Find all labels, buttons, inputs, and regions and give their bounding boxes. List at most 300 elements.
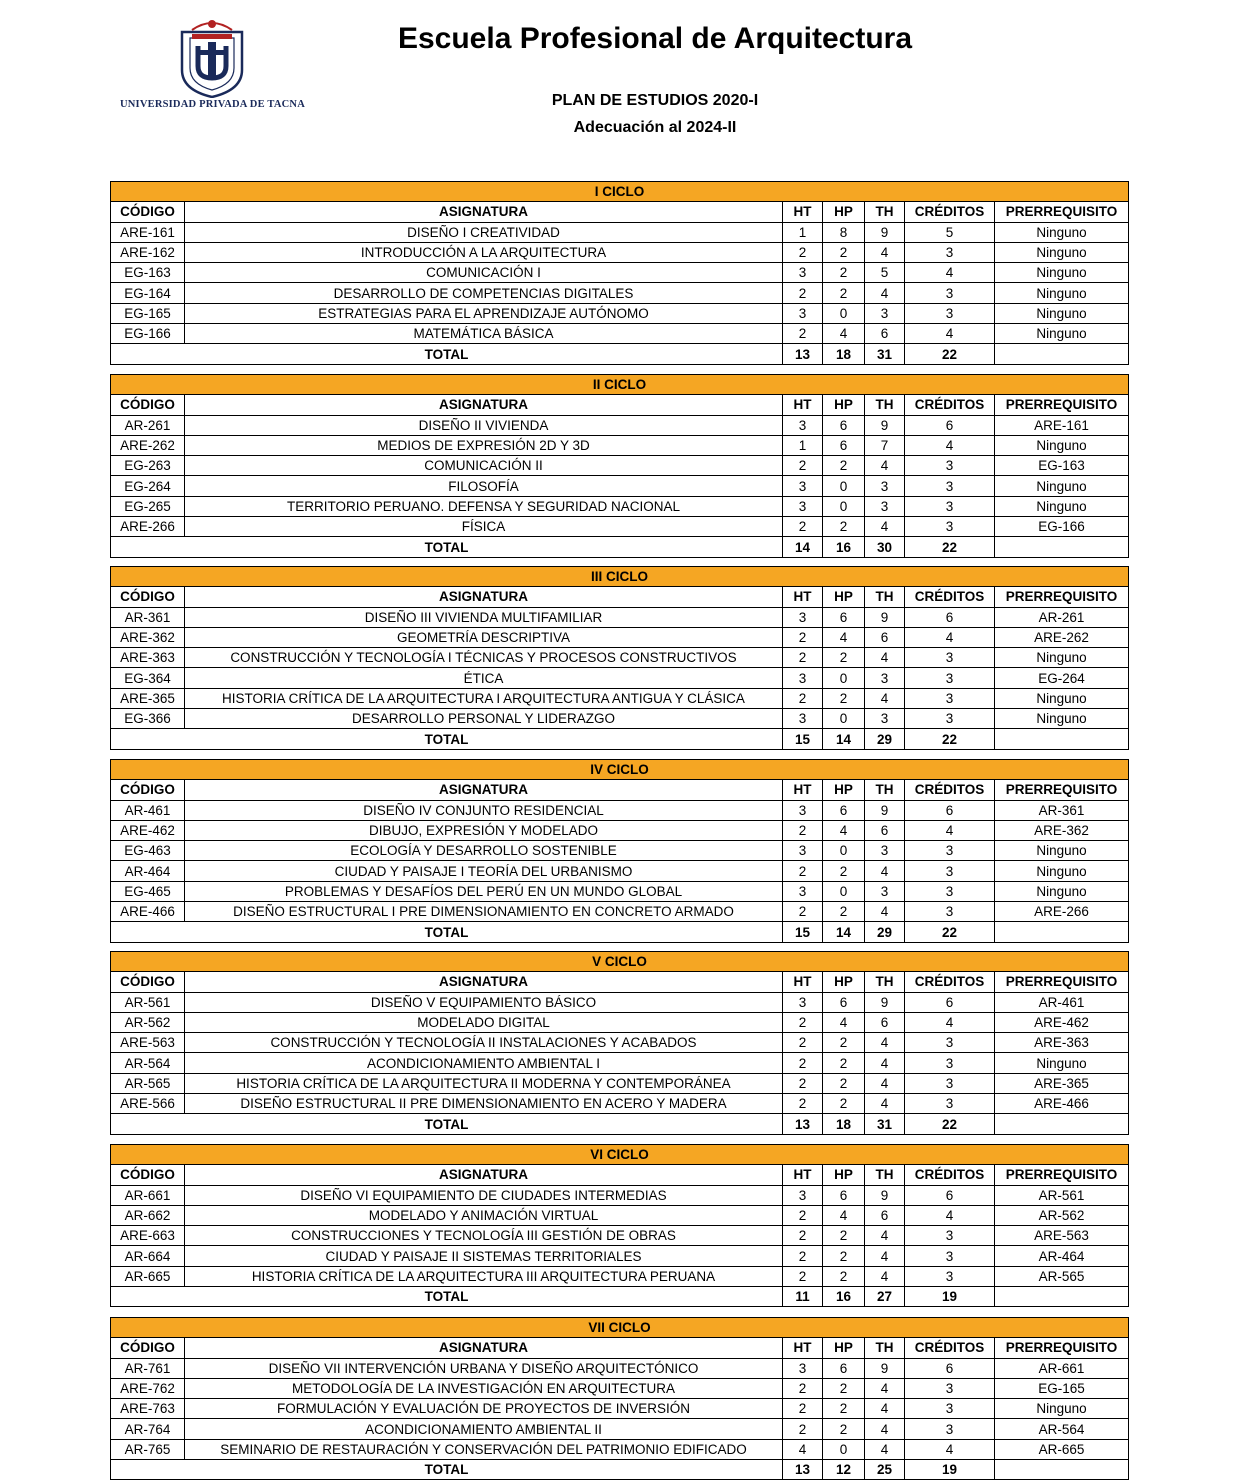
table-row <box>111 1399 1129 1419</box>
total-creditos: 19 <box>905 1287 995 1307</box>
cell-hp: 0 <box>823 709 865 729</box>
cell-hp: 2 <box>823 1246 865 1266</box>
cell-codigo: ARE-566 <box>111 1094 185 1114</box>
total-hp: 16 <box>823 1287 865 1307</box>
cell-codigo: AR-564 <box>111 1053 185 1073</box>
cell-ht: 3 <box>783 992 823 1012</box>
cell-hp: 2 <box>823 1399 865 1419</box>
cell-codigo: ARE-466 <box>111 902 185 922</box>
cell-asignatura: CIUDAD Y PAISAJE I TEORÍA DEL URBANISMO <box>185 861 783 881</box>
cell-ht: 2 <box>783 627 823 647</box>
cell-codigo: EG-366 <box>111 709 185 729</box>
cell-prerrequisito: AR-564 <box>995 1419 1129 1439</box>
table-row <box>111 1378 1129 1398</box>
cell-prerrequisito: Ninguno <box>995 496 1129 516</box>
cell-prerrequisito: Ninguno <box>995 263 1129 283</box>
total-th: 29 <box>865 729 905 749</box>
cell-asignatura: HISTORIA CRÍTICA DE LA ARQUITECTURA I ARQUITECTURA ANTIGUA Y CLÁSICA <box>185 688 783 708</box>
cell-creditos: 3 <box>905 861 995 881</box>
cell-asignatura: PROBLEMAS Y DESAFÍOS DEL PERÚ EN UN MUNDO GLOBAL <box>185 881 783 901</box>
cell-th: 4 <box>865 688 905 708</box>
cell-prerrequisito: Ninguno <box>995 1399 1129 1419</box>
table-row <box>111 1033 1129 1053</box>
cell-codigo: ARE-762 <box>111 1378 185 1398</box>
cell-asignatura: DISEÑO ESTRUCTURAL II PRE DIMENSIONAMIENTO EN ACERO Y MADERA <box>185 1094 783 1114</box>
total-row <box>111 344 1129 364</box>
cell-th: 3 <box>865 303 905 323</box>
cell-codigo: ARE-362 <box>111 627 185 647</box>
total-label: TOTAL <box>111 729 783 749</box>
table-row <box>111 1419 1129 1439</box>
cell-asignatura: DISEÑO VII INTERVENCIÓN URBANA Y DISEÑO ARQUITECTÓNICO <box>185 1358 783 1378</box>
ciclo-title: IV CICLO <box>111 760 1129 780</box>
table-row <box>111 668 1129 688</box>
cell-hp: 2 <box>823 517 865 537</box>
cell-th: 3 <box>865 709 905 729</box>
total-row <box>111 537 1129 557</box>
cell-ht: 3 <box>783 476 823 496</box>
table-row <box>111 1185 1129 1205</box>
ciclo-table <box>110 759 1129 943</box>
cell-th: 4 <box>865 902 905 922</box>
cell-th: 9 <box>865 1185 905 1205</box>
cell-ht: 3 <box>783 303 823 323</box>
cell-ht: 3 <box>783 709 823 729</box>
column-header-creditos: CRÉDITOS <box>905 780 995 800</box>
column-header-prerrequisito: PRERREQUISITO <box>995 395 1129 415</box>
cell-asignatura: CONSTRUCCIONES Y TECNOLOGÍA III GESTIÓN DE OBRAS <box>185 1226 783 1246</box>
cell-prerrequisito: ARE-462 <box>995 1012 1129 1032</box>
column-header-creditos: CRÉDITOS <box>905 202 995 222</box>
cell-codigo: EG-265 <box>111 496 185 516</box>
cell-prerrequisito: ARE-266 <box>995 902 1129 922</box>
cell-prerrequisito: Ninguno <box>995 861 1129 881</box>
table-row <box>111 456 1129 476</box>
cell-codigo: AR-561 <box>111 992 185 1012</box>
table-row <box>111 1053 1129 1073</box>
table-row <box>111 1073 1129 1093</box>
cell-codigo: EG-164 <box>111 283 185 303</box>
cell-codigo: AR-662 <box>111 1205 185 1225</box>
cell-asignatura: MATEMÁTICA BÁSICA <box>185 324 783 344</box>
column-header-th: TH <box>865 972 905 992</box>
cell-hp: 4 <box>823 820 865 840</box>
cell-codigo: ARE-563 <box>111 1033 185 1053</box>
total-creditos: 22 <box>905 729 995 749</box>
cell-asignatura: MODELADO Y ANIMACIÓN VIRTUAL <box>185 1205 783 1225</box>
column-header-prerrequisito: PRERREQUISITO <box>995 587 1129 607</box>
cell-th: 4 <box>865 1419 905 1439</box>
university-name: UNIVERSIDAD PRIVADA DE TACNA <box>119 99 305 110</box>
table-row <box>111 476 1129 496</box>
cell-creditos: 3 <box>905 496 995 516</box>
cell-ht: 3 <box>783 607 823 627</box>
cell-codigo: ARE-663 <box>111 1226 185 1246</box>
table-row <box>111 841 1129 861</box>
cell-asignatura: MODELADO DIGITAL <box>185 1012 783 1032</box>
total-th: 30 <box>865 537 905 557</box>
column-header-hp: HP <box>823 202 865 222</box>
cell-prerrequisito: ARE-365 <box>995 1073 1129 1093</box>
cell-th: 3 <box>865 841 905 861</box>
cell-prerrequisito: AR-461 <box>995 992 1129 1012</box>
cell-codigo: EG-264 <box>111 476 185 496</box>
cell-ht: 2 <box>783 1205 823 1225</box>
table-row <box>111 263 1129 283</box>
cell-ht: 3 <box>783 496 823 516</box>
table-row <box>111 800 1129 820</box>
cell-asignatura: DIBUJO, EXPRESIÓN Y MODELADO <box>185 820 783 840</box>
cell-th: 4 <box>865 242 905 262</box>
cell-prerrequisito: Ninguno <box>995 841 1129 861</box>
cell-prerrequisito: Ninguno <box>995 709 1129 729</box>
cell-prerrequisito: Ninguno <box>995 688 1129 708</box>
cell-codigo: AR-764 <box>111 1419 185 1439</box>
cell-codigo: ARE-363 <box>111 648 185 668</box>
cell-ht: 3 <box>783 263 823 283</box>
ciclo-title: V CICLO <box>111 952 1129 972</box>
table-row <box>111 324 1129 344</box>
total-label: TOTAL <box>111 1460 783 1480</box>
header-row <box>111 395 1129 415</box>
ciclo-title: VI CICLO <box>111 1145 1129 1165</box>
table-row <box>111 902 1129 922</box>
cell-creditos: 6 <box>905 607 995 627</box>
cell-prerrequisito: ARE-262 <box>995 627 1129 647</box>
cell-asignatura: COMUNICACIÓN I <box>185 263 783 283</box>
cell-codigo: EG-465 <box>111 881 185 901</box>
cell-ht: 4 <box>783 1439 823 1459</box>
table-row <box>111 861 1129 881</box>
total-hp: 18 <box>823 344 865 364</box>
cell-creditos: 4 <box>905 627 995 647</box>
cell-ht: 2 <box>783 1266 823 1286</box>
column-header-prerrequisito: PRERREQUISITO <box>995 780 1129 800</box>
cell-prerrequisito: ARE-466 <box>995 1094 1129 1114</box>
cell-asignatura: DISEÑO V EQUIPAMIENTO BÁSICO <box>185 992 783 1012</box>
cell-creditos: 3 <box>905 881 995 901</box>
cell-creditos: 4 <box>905 1439 995 1459</box>
cell-th: 4 <box>865 1266 905 1286</box>
cell-asignatura: FILOSOFÍA <box>185 476 783 496</box>
table-row <box>111 1094 1129 1114</box>
cell-th: 6 <box>865 820 905 840</box>
table-row <box>111 992 1129 1012</box>
table-row <box>111 648 1129 668</box>
cell-codigo: ARE-462 <box>111 820 185 840</box>
cell-prerrequisito: AR-261 <box>995 607 1129 627</box>
cell-codigo: ARE-161 <box>111 222 185 242</box>
total-empty-cell <box>995 729 1129 749</box>
cell-prerrequisito: ARE-161 <box>995 415 1129 435</box>
table-row <box>111 435 1129 455</box>
cell-ht: 3 <box>783 800 823 820</box>
cell-hp: 2 <box>823 861 865 881</box>
cell-th: 4 <box>865 1053 905 1073</box>
ciclo-title: III CICLO <box>111 567 1129 587</box>
cell-th: 3 <box>865 881 905 901</box>
ciclo-title: VII CICLO <box>111 1318 1129 1338</box>
column-header-prerrequisito: PRERREQUISITO <box>995 972 1129 992</box>
column-header-codigo: CÓDIGO <box>111 1165 185 1185</box>
cell-asignatura: ECOLOGÍA Y DESARROLLO SOSTENIBLE <box>185 841 783 861</box>
cell-creditos: 3 <box>905 688 995 708</box>
cell-ht: 2 <box>783 1094 823 1114</box>
university-crest-icon <box>178 18 246 98</box>
cell-prerrequisito: Ninguno <box>995 1053 1129 1073</box>
cell-creditos: 3 <box>905 1073 995 1093</box>
total-ht: 13 <box>783 344 823 364</box>
cell-codigo: AR-664 <box>111 1246 185 1266</box>
ciclo-table <box>110 1317 1129 1480</box>
cell-prerrequisito: ARE-362 <box>995 820 1129 840</box>
total-hp: 12 <box>823 1460 865 1480</box>
cell-asignatura: FÍSICA <box>185 517 783 537</box>
cell-hp: 2 <box>823 1073 865 1093</box>
cell-creditos: 3 <box>905 709 995 729</box>
column-header-hp: HP <box>823 780 865 800</box>
cell-hp: 4 <box>823 1205 865 1225</box>
table-row <box>111 1226 1129 1246</box>
cell-th: 4 <box>865 283 905 303</box>
column-header-th: TH <box>865 1165 905 1185</box>
total-empty-cell <box>995 344 1129 364</box>
table-row <box>111 1246 1129 1266</box>
cell-creditos: 6 <box>905 800 995 820</box>
cell-creditos: 4 <box>905 324 995 344</box>
cell-creditos: 4 <box>905 1012 995 1032</box>
cell-creditos: 3 <box>905 841 995 861</box>
total-th: 29 <box>865 922 905 942</box>
ciclo-table <box>110 374 1129 558</box>
cell-ht: 3 <box>783 1358 823 1378</box>
table-row <box>111 1012 1129 1032</box>
cell-creditos: 3 <box>905 668 995 688</box>
cell-asignatura: ESTRATEGIAS PARA EL APRENDIZAJE AUTÓNOMO <box>185 303 783 323</box>
cell-hp: 2 <box>823 1266 865 1286</box>
cell-ht: 3 <box>783 1185 823 1205</box>
cell-th: 4 <box>865 1399 905 1419</box>
column-header-asignatura: ASIGNATURA <box>185 202 783 222</box>
cell-th: 3 <box>865 476 905 496</box>
cell-codigo: AR-261 <box>111 415 185 435</box>
cell-ht: 3 <box>783 668 823 688</box>
cell-th: 6 <box>865 1012 905 1032</box>
cell-prerrequisito: Ninguno <box>995 881 1129 901</box>
column-header-creditos: CRÉDITOS <box>905 587 995 607</box>
cell-asignatura: TERRITORIO PERUANO. DEFENSA Y SEGURIDAD NACIONAL <box>185 496 783 516</box>
cell-ht: 2 <box>783 1378 823 1398</box>
ciclo-table <box>110 951 1129 1135</box>
cell-th: 4 <box>865 861 905 881</box>
cell-creditos: 6 <box>905 1358 995 1378</box>
cell-prerrequisito: AR-361 <box>995 800 1129 820</box>
total-hp: 14 <box>823 922 865 942</box>
total-label: TOTAL <box>111 1287 783 1307</box>
table-row <box>111 820 1129 840</box>
total-ht: 15 <box>783 729 823 749</box>
page-title: Escuela Profesional de Arquitectura <box>397 22 913 55</box>
cell-prerrequisito: AR-561 <box>995 1185 1129 1205</box>
cell-prerrequisito: ARE-563 <box>995 1226 1129 1246</box>
cell-hp: 6 <box>823 800 865 820</box>
column-header-codigo: CÓDIGO <box>111 1338 185 1358</box>
cell-th: 4 <box>865 1378 905 1398</box>
cell-hp: 2 <box>823 263 865 283</box>
cell-asignatura: MEDIOS DE EXPRESIÓN 2D Y 3D <box>185 435 783 455</box>
cell-ht: 2 <box>783 1226 823 1246</box>
column-header-hp: HP <box>823 972 865 992</box>
cell-creditos: 3 <box>905 902 995 922</box>
cell-th: 9 <box>865 222 905 242</box>
cell-codigo: EG-263 <box>111 456 185 476</box>
ciclo-title: II CICLO <box>111 375 1129 395</box>
table-row <box>111 415 1129 435</box>
cell-hp: 2 <box>823 1094 865 1114</box>
table-row <box>111 517 1129 537</box>
cell-prerrequisito: EG-165 <box>995 1378 1129 1398</box>
cell-hp: 6 <box>823 992 865 1012</box>
column-header-hp: HP <box>823 1165 865 1185</box>
cell-th: 3 <box>865 668 905 688</box>
column-header-asignatura: ASIGNATURA <box>185 587 783 607</box>
total-ht: 13 <box>783 1460 823 1480</box>
cell-hp: 4 <box>823 1012 865 1032</box>
cell-hp: 6 <box>823 1358 865 1378</box>
total-row <box>111 922 1129 942</box>
cell-ht: 2 <box>783 1073 823 1093</box>
cell-th: 4 <box>865 648 905 668</box>
total-creditos: 19 <box>905 1460 995 1480</box>
cell-th: 9 <box>865 992 905 1012</box>
cell-ht: 3 <box>783 881 823 901</box>
cell-asignatura: COMUNICACIÓN II <box>185 456 783 476</box>
total-creditos: 22 <box>905 922 995 942</box>
column-header-creditos: CRÉDITOS <box>905 395 995 415</box>
cell-hp: 2 <box>823 1033 865 1053</box>
total-empty-cell <box>995 1460 1129 1480</box>
cell-hp: 6 <box>823 415 865 435</box>
column-header-prerrequisito: PRERREQUISITO <box>995 202 1129 222</box>
cell-hp: 0 <box>823 881 865 901</box>
cell-ht: 3 <box>783 415 823 435</box>
cell-hp: 0 <box>823 1439 865 1459</box>
cell-codigo: ARE-365 <box>111 688 185 708</box>
total-hp: 14 <box>823 729 865 749</box>
total-empty-cell <box>995 922 1129 942</box>
total-creditos: 22 <box>905 537 995 557</box>
table-row <box>111 222 1129 242</box>
column-header-codigo: CÓDIGO <box>111 780 185 800</box>
column-header-th: TH <box>865 202 905 222</box>
total-th: 31 <box>865 344 905 364</box>
cell-creditos: 5 <box>905 222 995 242</box>
cell-hp: 0 <box>823 476 865 496</box>
cell-codigo: AR-361 <box>111 607 185 627</box>
cell-prerrequisito: Ninguno <box>995 283 1129 303</box>
table-row <box>111 1266 1129 1286</box>
cell-prerrequisito: EG-264 <box>995 668 1129 688</box>
cell-ht: 2 <box>783 688 823 708</box>
cell-prerrequisito: AR-464 <box>995 1246 1129 1266</box>
cell-codigo: AR-761 <box>111 1358 185 1378</box>
total-ht: 14 <box>783 537 823 557</box>
cell-prerrequisito: Ninguno <box>995 648 1129 668</box>
cell-creditos: 3 <box>905 1419 995 1439</box>
column-header-hp: HP <box>823 1338 865 1358</box>
header-row <box>111 972 1129 992</box>
cell-hp: 2 <box>823 648 865 668</box>
column-header-codigo: CÓDIGO <box>111 202 185 222</box>
cell-ht: 2 <box>783 517 823 537</box>
cell-th: 7 <box>865 435 905 455</box>
cell-asignatura: CONSTRUCCIÓN Y TECNOLOGÍA I TÉCNICAS Y PROCESOS CONSTRUCTIVOS <box>185 648 783 668</box>
cell-asignatura: DISEÑO ESTRUCTURAL I PRE DIMENSIONAMIENTO EN CONCRETO ARMADO <box>185 902 783 922</box>
column-header-th: TH <box>865 395 905 415</box>
header-row <box>111 202 1129 222</box>
total-row <box>111 729 1129 749</box>
table-row <box>111 607 1129 627</box>
cell-th: 4 <box>865 1246 905 1266</box>
cell-asignatura: DISEÑO III VIVIENDA MULTIFAMILIAR <box>185 607 783 627</box>
total-empty-cell <box>995 1114 1129 1134</box>
cell-prerrequisito: Ninguno <box>995 324 1129 344</box>
cell-codigo: EG-166 <box>111 324 185 344</box>
column-header-hp: HP <box>823 587 865 607</box>
cell-asignatura: GEOMETRÍA DESCRIPTIVA <box>185 627 783 647</box>
total-empty-cell <box>995 1287 1129 1307</box>
cell-hp: 0 <box>823 668 865 688</box>
total-label: TOTAL <box>111 344 783 364</box>
cell-th: 6 <box>865 324 905 344</box>
column-header-th: TH <box>865 1338 905 1358</box>
cell-creditos: 4 <box>905 820 995 840</box>
cell-th: 4 <box>865 1073 905 1093</box>
column-header-asignatura: ASIGNATURA <box>185 972 783 992</box>
cell-asignatura: ACONDICIONAMIENTO AMBIENTAL I <box>185 1053 783 1073</box>
cell-codigo: AR-765 <box>111 1439 185 1459</box>
cell-creditos: 3 <box>905 303 995 323</box>
cell-prerrequisito: Ninguno <box>995 242 1129 262</box>
cell-prerrequisito: AR-661 <box>995 1358 1129 1378</box>
cell-creditos: 6 <box>905 1185 995 1205</box>
cell-codigo: ARE-162 <box>111 242 185 262</box>
cell-creditos: 3 <box>905 476 995 496</box>
cell-hp: 6 <box>823 435 865 455</box>
header-row <box>111 1165 1129 1185</box>
cell-prerrequisito: Ninguno <box>995 435 1129 455</box>
cell-ht: 1 <box>783 222 823 242</box>
cell-hp: 0 <box>823 303 865 323</box>
table-row <box>111 496 1129 516</box>
column-header-codigo: CÓDIGO <box>111 587 185 607</box>
cell-asignatura: CONSTRUCCIÓN Y TECNOLOGÍA II INSTALACIONES Y ACABADOS <box>185 1033 783 1053</box>
cell-hp: 0 <box>823 496 865 516</box>
cell-asignatura: FORMULACIÓN Y EVALUACIÓN DE PROYECTOS DE INVERSIÓN <box>185 1399 783 1419</box>
table-row <box>111 242 1129 262</box>
header-row <box>111 780 1129 800</box>
cell-codigo: EG-364 <box>111 668 185 688</box>
cell-hp: 8 <box>823 222 865 242</box>
total-th: 31 <box>865 1114 905 1134</box>
cell-codigo: ARE-763 <box>111 1399 185 1419</box>
cell-asignatura: CIUDAD Y PAISAJE II SISTEMAS TERRITORIALES <box>185 1246 783 1266</box>
cell-codigo: EG-163 <box>111 263 185 283</box>
ciclo-table <box>110 1144 1129 1307</box>
cell-codigo: AR-562 <box>111 1012 185 1032</box>
cell-prerrequisito: Ninguno <box>995 303 1129 323</box>
table-row <box>111 303 1129 323</box>
